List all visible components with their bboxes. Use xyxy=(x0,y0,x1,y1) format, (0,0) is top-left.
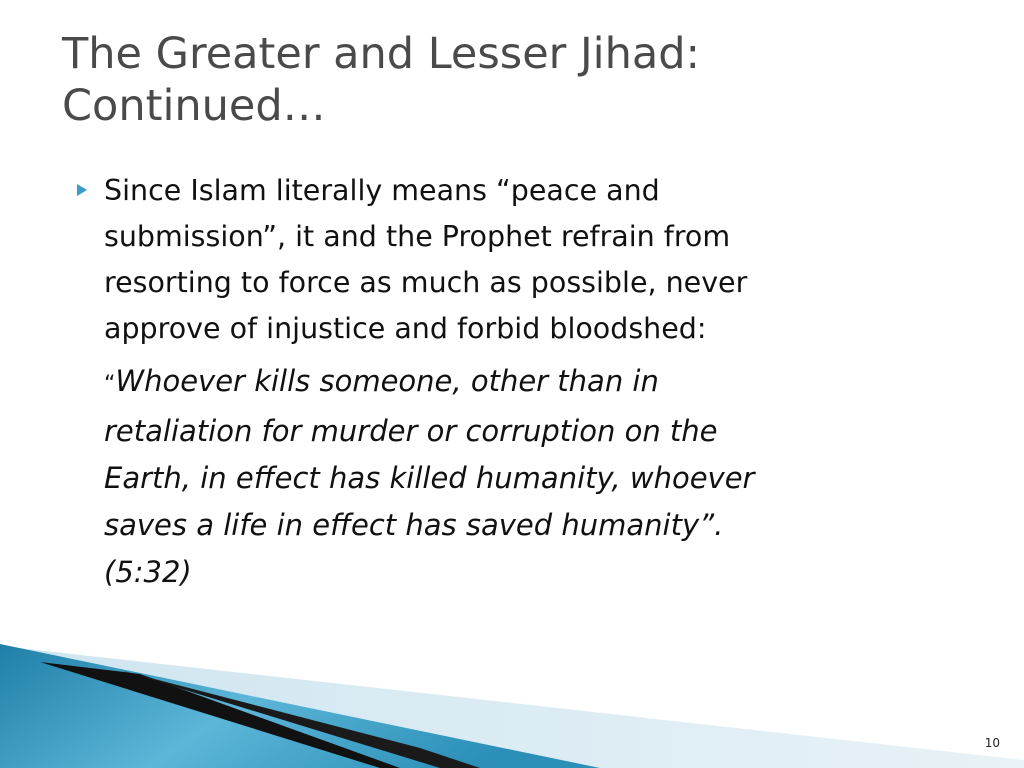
quote-open-mark: “ xyxy=(104,372,116,397)
slide-title: The Greater and Lesser Jihad: Continued… xyxy=(62,29,701,131)
quote-block xyxy=(104,358,984,596)
quote-text: Whoever kills someone, other than in retaliation for murder or corruption on the Earth, in effect has killed humanity, whoever saves a life in effect has saved humanity”. (5:32) xyxy=(104,364,755,589)
bullet-text: Since Islam literally means “peace and submission”, it and the Prophet refrain from resorting to force as much as possible, never approve of injustice and forbid bloodshed: xyxy=(104,174,748,345)
bullet-arrow-icon xyxy=(77,184,87,196)
slide-footer-decoration xyxy=(0,640,1024,768)
page-number: 10 xyxy=(984,736,1000,750)
